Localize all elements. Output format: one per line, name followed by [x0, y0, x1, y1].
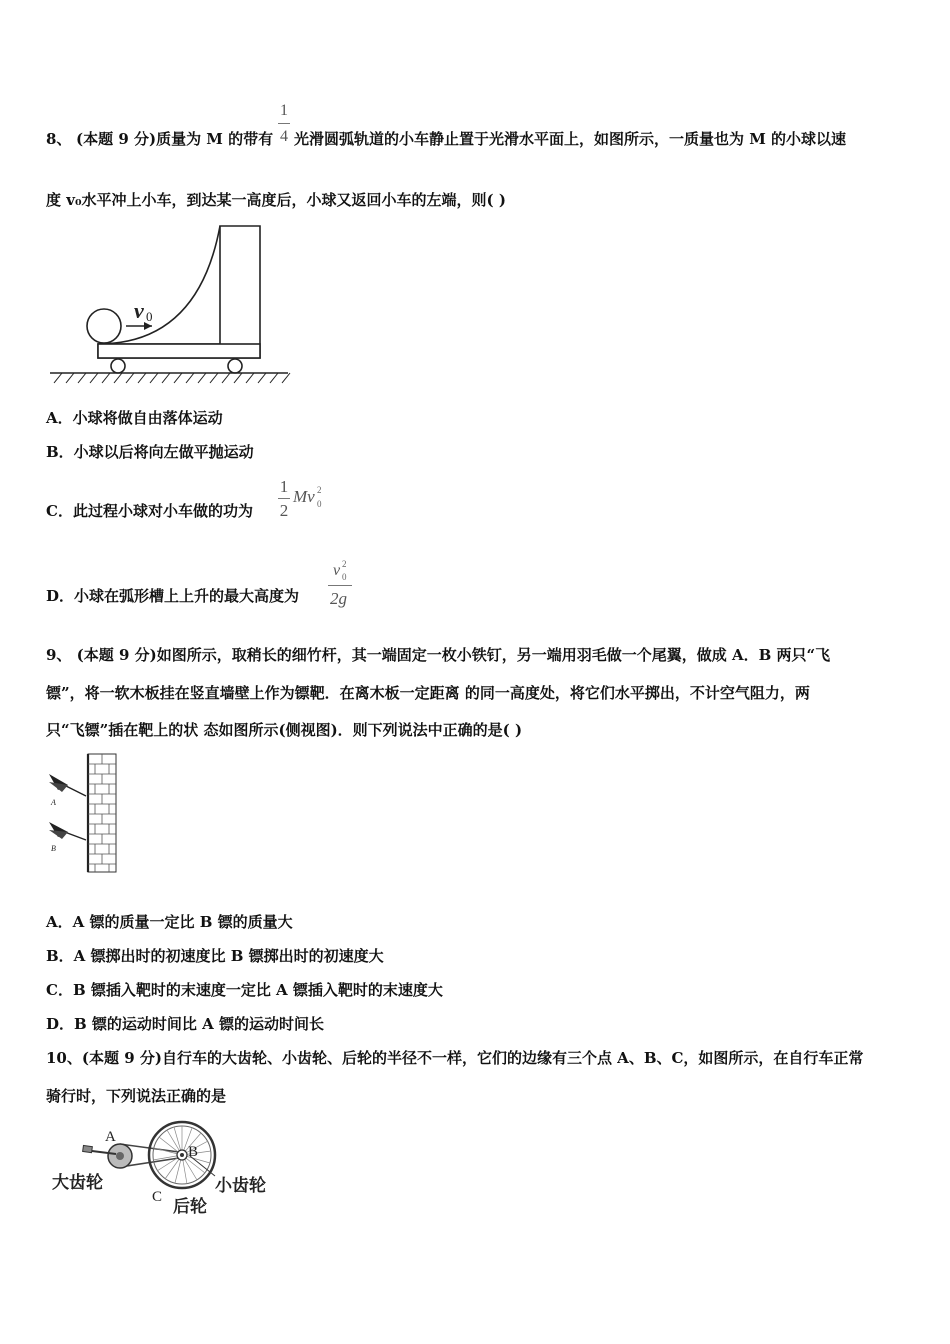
- q9-darts-figure: [46, 752, 120, 876]
- q8-cart-figure: [48, 222, 293, 384]
- q8-option-c-subscript: 0: [317, 499, 322, 509]
- q8-option-c-fraction-bar: [278, 498, 290, 499]
- q8-option-c-numerator: 1: [279, 477, 289, 496]
- q9-option-c: C．B 镖插入靶时的末速度一定比 A 镖插入靶时的末速度大: [46, 981, 443, 999]
- q9-text-line1: 9、 (本题 9 分)如图所示，取稍长的细竹杆，其一端固定一枚小铁钉，另一端用羽毛做一个尾翼，做成 A．B 两只“飞: [46, 646, 831, 664]
- q8-figure-v-label: v: [134, 298, 144, 323]
- q8-option-d: D．小球在弧形槽上上升的最大高度为: [46, 587, 300, 605]
- q9-option-b: B．A 镖掷出时的初速度比 B 镖掷出时的初速度大: [46, 947, 384, 965]
- q10-figure-label-rear-wheel: 后轮: [173, 1197, 207, 1217]
- q8-option-b: B．小球以后将向左做平抛运动: [46, 443, 254, 461]
- q10-text-line1: 10、(本题 9 分)自行车的大齿轮、小齿轮、后轮的半径不一样，它们的边缘有三个点 A、B、C，如图所示，在自行车正常: [46, 1049, 864, 1067]
- q9-figure-label-b: B: [51, 844, 56, 853]
- q10-figure-label-small-gear: 小齿轮: [215, 1176, 266, 1196]
- q8-option-c-denominator: 2: [279, 501, 289, 520]
- q10-figure-label-a: A: [105, 1129, 116, 1145]
- q9-figure-label-a: A: [51, 798, 56, 807]
- q8-number: 8、: [46, 130, 72, 148]
- q9-option-a: A．A 镖的质量一定比 B 镖的质量大: [46, 913, 293, 931]
- q10-figure-label-big-gear: 大齿轮: [52, 1173, 103, 1193]
- q10-figure-label-b: B: [188, 1144, 199, 1160]
- q9-option-d: D．B 镖的运动时间比 A 镖的运动时间长: [46, 1015, 324, 1033]
- q8-option-d-numerator-subscript: 0: [342, 572, 347, 582]
- q8-option-d-denominator: 2g: [330, 589, 347, 608]
- q8-fraction-bar: [278, 123, 290, 124]
- q10-text-line2: 骑行时，下列说法正确的是: [46, 1087, 227, 1105]
- q8-option-c-superscript: 2: [317, 485, 322, 495]
- q8-option-c: C．此过程小球对小车做的功为: [46, 502, 253, 520]
- q8-fraction-denominator: 4: [280, 128, 288, 145]
- q8-fraction-numerator: 1: [280, 102, 288, 119]
- q8-option-d-numerator: v: [333, 562, 341, 579]
- q8-text-line2: 度 v₀水平冲上小车，到达某一高度后，小球又返回小车的左端，则( ): [46, 191, 506, 209]
- q8-text-part2: 光滑圆弧轨道的小车静止置于光滑水平面上，如图所示，一质量也为 M 的小球以速: [294, 130, 847, 148]
- q10-figure-label-c: C: [152, 1189, 163, 1205]
- q8-option-c-expression: Mv: [293, 487, 315, 506]
- q8-option-d-numerator-superscript: 2: [342, 559, 347, 569]
- q8-text-part1: (本题 9 分)质量为 M 的带有: [76, 130, 274, 148]
- q9-text-line2: 镖”，将一软木板挂在竖直墙壁上作为镖靶．在离木板一定距离 的同一高度处，将它们水平掷出，不计空气阻力，两: [46, 684, 810, 702]
- q8-option-d-fraction-bar: [328, 585, 352, 586]
- q8-option-a: A．小球将做自由落体运动: [46, 409, 223, 427]
- q8-figure-v-subscript: 0: [146, 309, 153, 324]
- q9-text-line3: 只“飞镖”插在靶上的状 态如图所示(侧视图)．则下列说法中正确的是( ): [46, 721, 523, 739]
- q10-bicycle-figure: [50, 1116, 275, 1218]
